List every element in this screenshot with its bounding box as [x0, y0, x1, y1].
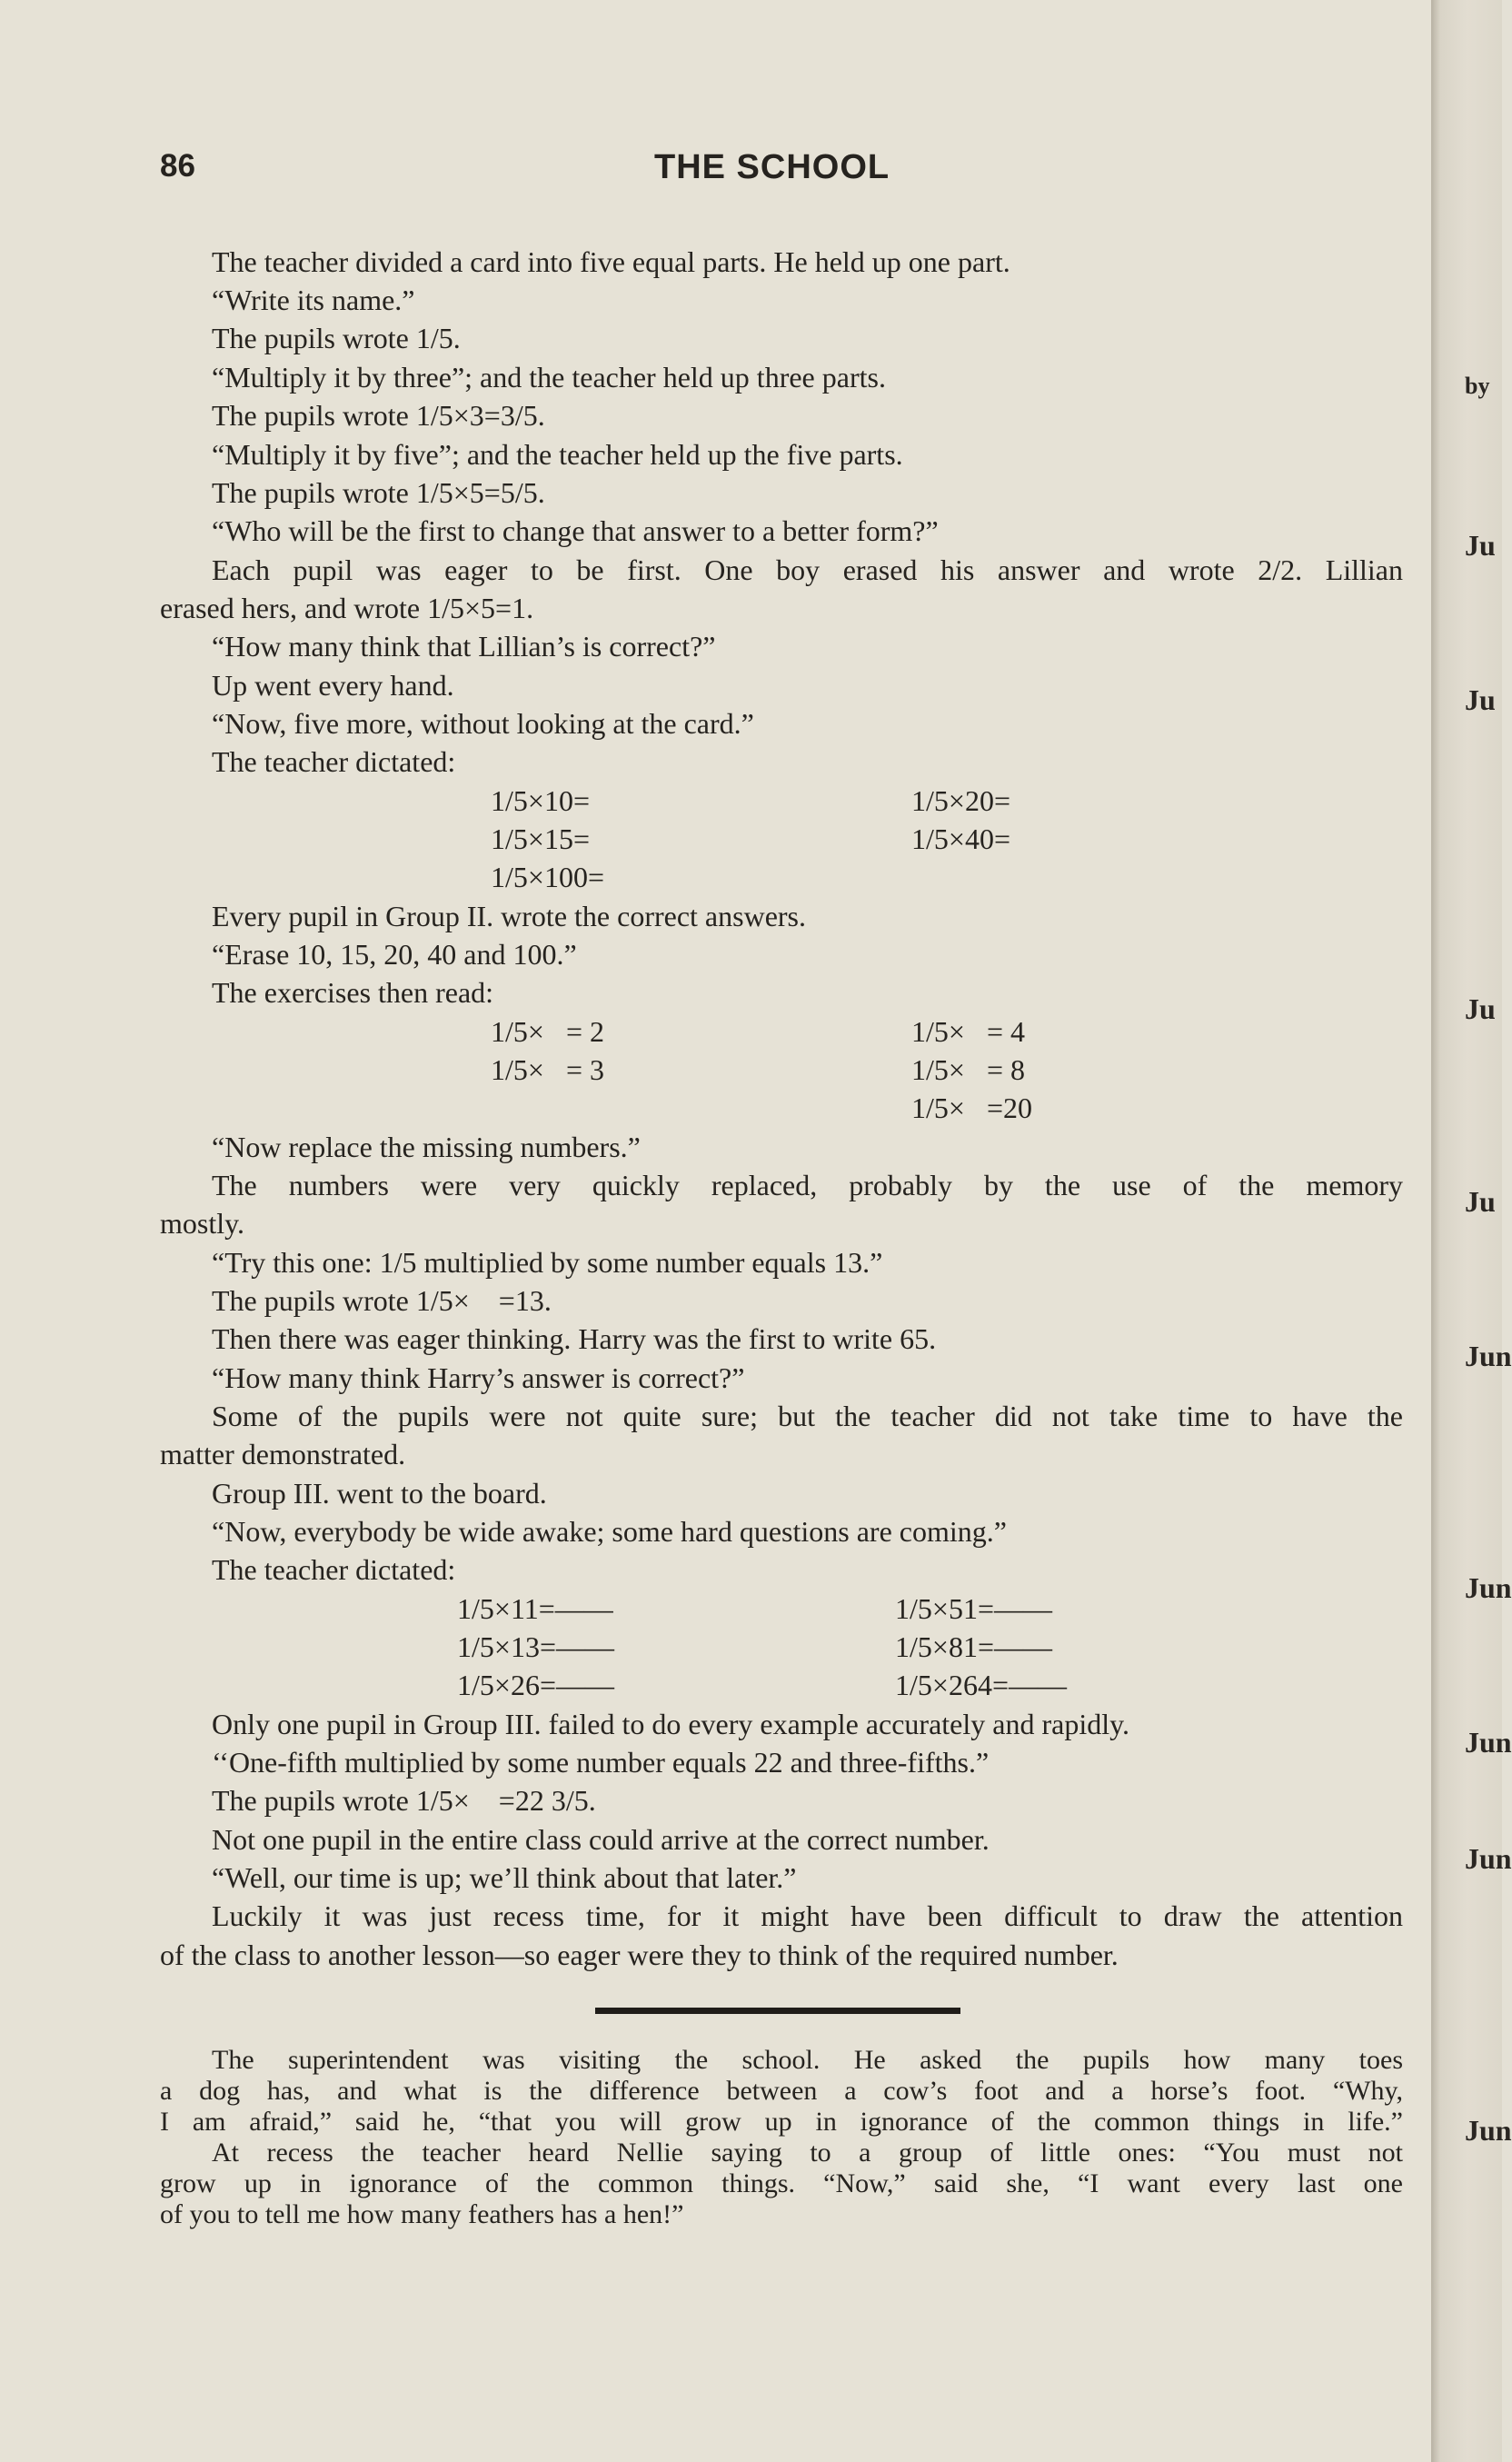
- anecdote-line: I am afraid,” said he, “that you will grow up in ignorance of the common things in life.”: [160, 2107, 1403, 2137]
- equation: 1/5× = 3: [491, 1053, 604, 1086]
- equation: 1/5×11=——: [457, 1592, 613, 1625]
- text-line: “How many think Harry’s answer is correct?”: [212, 1361, 745, 1394]
- text-line: “Now, five more, without looking at the card.”: [212, 707, 754, 740]
- text-line: “Well, our time is up; we’ll think about that later.”: [212, 1861, 797, 1894]
- page-gutter: [1431, 0, 1512, 2462]
- text-line: The pupils wrote 1/5× =22 3/5.: [212, 1784, 596, 1817]
- margin-text: Jun: [1465, 1726, 1512, 1759]
- equation: 1/5×15=: [491, 822, 590, 855]
- margin-text: Jun: [1465, 2114, 1512, 2147]
- margin-text: Jun: [1465, 1571, 1512, 1604]
- text-line: Only one pupil in Group III. failed to do every example accurately and rapidly.: [212, 1708, 1130, 1740]
- text-line: erased hers, and wrote 1/5×5=1.: [160, 592, 534, 624]
- text-line: The teacher dictated:: [212, 1553, 456, 1586]
- anecdote-line: a dog has, and what is the difference between a cow’s foot and a horse’s foot. “Why,: [160, 2076, 1403, 2106]
- text-line: The teacher dictated:: [212, 745, 456, 778]
- equation: 1/5×20=: [911, 784, 1010, 817]
- text-line: ‘‘One-fifth multiplied by some number equals 22 and three-fifths.”: [212, 1746, 990, 1779]
- text-line: “Now, everybody be wide awake; some hard questions are coming.”: [212, 1515, 1007, 1548]
- text-line: The teacher divided a card into five equal parts. He held up one part.: [212, 245, 1010, 278]
- margin-text: Ju: [1465, 529, 1496, 562]
- text-line: “Now replace the missing numbers.”: [212, 1131, 641, 1163]
- text-line: “Try this one: 1/5 multiplied by some number equals 13.”: [212, 1246, 883, 1279]
- text-line: Not one pupil in the entire class could arrive at the correct number.: [212, 1823, 990, 1856]
- text-line: The exercises then read:: [212, 976, 494, 1009]
- text-line: Then there was eager thinking. Harry was the first to write 65.: [212, 1322, 937, 1355]
- equation: 1/5×10=: [491, 784, 590, 817]
- text-line: “Write its name.”: [212, 284, 415, 316]
- anecdote-line: The superintendent was visiting the school. He asked the pupils how many toes: [212, 2045, 1403, 2075]
- anecdote-line: of you to tell me how many feathers has a hen!”: [160, 2199, 684, 2229]
- text-line: “Multiply it by three”; and the teacher held up three parts.: [212, 361, 886, 394]
- text-line: “Who will be the first to change that answer to a better form?”: [212, 514, 939, 547]
- margin-text: Jun: [1465, 1842, 1512, 1875]
- equation: 1/5×26=——: [457, 1669, 614, 1701]
- text-line: The pupils wrote 1/5×3=3/5.: [212, 399, 545, 432]
- section-divider: [595, 2008, 960, 2014]
- page-number: 86: [160, 148, 195, 184]
- text-line: The pupils wrote 1/5×5=5/5.: [212, 476, 545, 509]
- equation: 1/5× = 2: [491, 1015, 604, 1048]
- margin-text: Jun: [1465, 1340, 1512, 1372]
- text-line: The pupils wrote 1/5.: [212, 322, 461, 354]
- text-line: “How many think that Lillian’s is correct?”: [212, 630, 716, 663]
- text-line: Each pupil was eager to be first. One boy erased his answer and wrote 2/2. Lillian: [212, 553, 1403, 586]
- margin-text: Ju: [1465, 992, 1496, 1025]
- equation: 1/5×13=——: [457, 1630, 614, 1663]
- page-header: [0, 148, 1431, 194]
- text-line: mostly.: [160, 1207, 245, 1240]
- equation: 1/5×100=: [491, 861, 604, 893]
- text-line: Some of the pupils were not quite sure; but the teacher did not take time to have the: [212, 1400, 1403, 1432]
- equation: 1/5×51=——: [895, 1592, 1052, 1625]
- text-line: The numbers were very quickly replaced, probably by the use of the memory: [212, 1169, 1403, 1201]
- equation: 1/5×40=: [911, 822, 1010, 855]
- text-line: of the class to another lesson—so eager were they to think of the required number.: [160, 1939, 1119, 1971]
- text-line: The pupils wrote 1/5× =13.: [212, 1284, 552, 1317]
- equation: 1/5×81=——: [895, 1630, 1052, 1663]
- text-line: Luckily it was just recess time, for it might have been difficult to draw the attention: [212, 1899, 1403, 1932]
- text-line: “Erase 10, 15, 20, 40 and 100.”: [212, 938, 577, 971]
- anecdote-line: grow up in ignorance of the common things. “Now,” said she, “I want every last one: [160, 2168, 1403, 2198]
- text-line: Every pupil in Group II. wrote the correct answers.: [212, 900, 806, 932]
- equation: 1/5× = 8: [911, 1053, 1025, 1086]
- equation: 1/5×264=——: [895, 1669, 1067, 1701]
- running-head: THE SCHOOL: [654, 148, 890, 186]
- text-line: Up went every hand.: [212, 669, 454, 702]
- margin-text: Ju: [1465, 683, 1496, 716]
- equation: 1/5× =20: [911, 1091, 1032, 1124]
- margin-text: by: [1465, 373, 1490, 399]
- text-line: Group III. went to the board.: [212, 1477, 547, 1510]
- text-line: “Multiply it by five”; and the teacher held up the five parts.: [212, 438, 903, 471]
- anecdote-line: At recess the teacher heard Nellie saying to a group of little ones: “You must not: [212, 2138, 1403, 2168]
- margin-text: Ju: [1465, 1185, 1496, 1218]
- equation: 1/5× = 4: [911, 1015, 1025, 1048]
- text-line: matter demonstrated.: [160, 1438, 406, 1470]
